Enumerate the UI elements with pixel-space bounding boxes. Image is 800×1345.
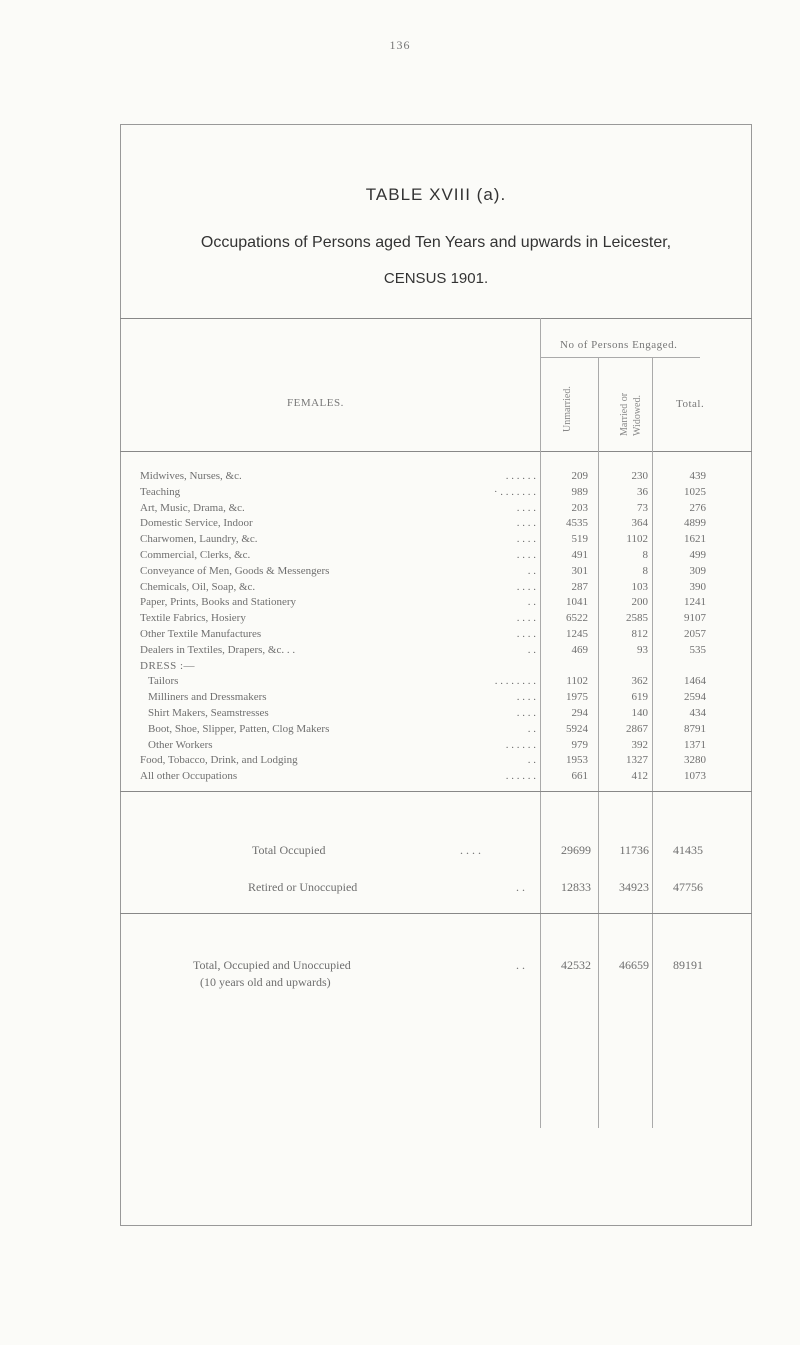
- retired-married: 34923: [619, 880, 649, 894]
- row-label: Tailors: [148, 675, 179, 688]
- row-total-value: 1241: [684, 596, 706, 609]
- retired-total: 47756: [673, 880, 703, 894]
- retired-unmarried: 12833: [561, 880, 591, 894]
- row-label: Dealers in Textiles, Drapers, &c. . .: [140, 643, 296, 656]
- row-label: Midwives, Nurses, &c.: [140, 470, 242, 482]
- row-total-value: 439: [689, 470, 706, 482]
- row-total-value: 1621: [684, 533, 706, 546]
- table-row: [140, 581, 750, 596]
- header-females-label: FEMALES.: [287, 397, 344, 409]
- row-unmarried-value: 5924: [566, 722, 588, 735]
- total-occupied-label: Total Occupied: [252, 843, 326, 857]
- row-married-value: 1102: [626, 533, 648, 546]
- header-married: Married or Widowed.: [619, 392, 643, 436]
- table-row: [140, 565, 750, 580]
- header-unmarried: Unmarried.: [562, 386, 573, 432]
- total-occupied-married: 11736: [619, 843, 649, 857]
- row-married-value: 2867: [626, 722, 648, 735]
- row-unmarried-value: 203: [571, 501, 588, 514]
- row-total-value: 276: [689, 501, 706, 514]
- row-married-value: 103: [631, 580, 648, 593]
- row-label: All other Occupations: [140, 770, 238, 783]
- row-leader-dots: . . . .: [516, 549, 536, 561]
- row-unmarried-value: 1975: [566, 691, 588, 704]
- row-label: Commercial, Clerks, &c.: [140, 549, 251, 561]
- row-married-value: 392: [631, 738, 648, 751]
- census-label: CENSUS 1901.: [383, 270, 489, 287]
- rows-bottom-rule: [120, 791, 752, 792]
- row-leader-dots: . . . . . . . .: [494, 675, 536, 688]
- row-married-value: 619: [631, 691, 648, 704]
- table-row: [140, 628, 750, 643]
- row-label: Conveyance of Men, Goods & Messengers: [140, 564, 330, 577]
- row-unmarried-value: 4535: [566, 517, 588, 530]
- row-total-value: 2057: [684, 628, 706, 640]
- row-unmarried-value: 301: [571, 564, 588, 577]
- row-unmarried-value: 294: [571, 707, 588, 719]
- row-label: Paper, Prints, Books and Stationery: [140, 596, 296, 609]
- row-leader-dots: . . . . . .: [505, 470, 536, 482]
- header-bottom-rule: [120, 451, 752, 452]
- header-top-rule: [120, 318, 752, 319]
- row-married-value: 8: [642, 564, 648, 577]
- row-label: Teaching: [140, 485, 181, 498]
- row-label: Art, Music, Drama, &c.: [140, 501, 245, 514]
- row-married-value: 412: [631, 770, 648, 783]
- table-subtitle: Occupations of Persons aged Ten Years and upwards in Leicester,: [200, 234, 672, 251]
- row-total-value: 1464: [684, 675, 706, 688]
- table-row: [140, 707, 750, 722]
- row-leader-dots: . .: [527, 754, 536, 767]
- row-married-value: 93: [637, 643, 648, 656]
- row-married-value: 364: [631, 517, 648, 530]
- row-married-value: 73: [637, 501, 648, 514]
- row-leader-dots: . . . . . .: [505, 738, 536, 751]
- row-total-value: 390: [689, 580, 706, 593]
- row-leader-dots: . . . .: [516, 517, 536, 530]
- row-total-value: 1025: [684, 485, 706, 498]
- row-total-value: 499: [689, 549, 706, 561]
- table-row: [140, 612, 750, 627]
- row-married-value: 140: [631, 707, 648, 719]
- table-row: [140, 739, 750, 754]
- table-row: [140, 517, 750, 532]
- table-row: [140, 660, 750, 675]
- row-label: DRESS :—: [140, 659, 196, 672]
- table-title: TABLE XVIII (a).: [365, 185, 507, 204]
- table-row: [140, 770, 750, 785]
- row-unmarried-value: 661: [571, 770, 588, 783]
- row-leader-dots: . . . .: [516, 612, 536, 625]
- row-leader-dots: . .: [527, 564, 536, 577]
- row-unmarried-value: 989: [571, 485, 588, 498]
- group-header-rule: [540, 357, 700, 358]
- row-label: Chemicals, Oil, Soap, &c.: [140, 580, 256, 593]
- row-label: Boot, Shoe, Slipper, Patten, Clog Makers: [148, 722, 330, 735]
- row-married-value: 36: [637, 485, 648, 498]
- row-leader-dots: . .: [527, 643, 536, 656]
- table-row: [140, 596, 750, 611]
- row-label: Other Textile Manufactures: [140, 628, 262, 640]
- row-label: Milliners and Dressmakers: [148, 691, 267, 704]
- row-label: Shirt Makers, Seamstresses: [148, 707, 269, 719]
- table-row: [140, 502, 750, 517]
- retired-label: Retired or Unoccupied: [248, 880, 358, 894]
- row-unmarried-value: 209: [571, 470, 588, 482]
- total-occupied-unmarried: 29699: [561, 843, 591, 857]
- row-label: Food, Tobacco, Drink, and Lodging: [140, 754, 298, 767]
- row-total-value: 8791: [684, 722, 706, 735]
- total-occupied-total: 41435: [673, 843, 703, 857]
- row-unmarried-value: 1102: [566, 675, 588, 688]
- row-married-value: 2585: [626, 612, 648, 625]
- row-married-value: 8: [642, 549, 648, 561]
- row-leader-dots: . . . . . .: [505, 770, 536, 783]
- row-total-value: 535: [689, 643, 706, 656]
- grand-total-unmarried: 42532: [561, 958, 591, 972]
- grand-total-total: 89191: [673, 958, 703, 972]
- row-leader-dots: . . . .: [516, 628, 536, 640]
- row-total-value: 309: [689, 564, 706, 577]
- totals-rule: [120, 913, 752, 914]
- row-leader-dots: . . . .: [516, 707, 536, 719]
- row-total-value: 3280: [684, 754, 706, 767]
- row-married-value: 230: [631, 470, 648, 482]
- total-occupied-dots: . . . .: [460, 843, 481, 857]
- table-row: [140, 675, 750, 690]
- row-total-value: 1371: [684, 738, 706, 751]
- row-married-value: 812: [631, 628, 648, 640]
- table-row: [140, 691, 750, 706]
- table-row: [140, 533, 750, 548]
- table-row: [140, 549, 750, 564]
- row-unmarried-value: 1953: [566, 754, 588, 767]
- row-leader-dots: . . . .: [516, 691, 536, 704]
- table-row: [140, 723, 750, 738]
- row-leader-dots: . .: [527, 722, 536, 735]
- row-leader-dots: . . . .: [516, 533, 536, 546]
- grand-total-label: Total, Occupied and Unoccupied: [193, 958, 351, 972]
- row-unmarried-value: 469: [571, 643, 588, 656]
- row-unmarried-value: 1245: [566, 628, 588, 640]
- grand-total-subnote: (10 years old and upwards): [200, 975, 331, 989]
- grand-total-dots: . .: [516, 958, 525, 972]
- table-row: [140, 470, 750, 485]
- row-unmarried-value: 491: [571, 549, 588, 561]
- row-unmarried-value: 6522: [566, 612, 588, 625]
- table-row: [140, 486, 750, 501]
- table-row: [140, 644, 750, 659]
- header-total: Total.: [676, 398, 705, 410]
- row-unmarried-value: 287: [571, 580, 588, 593]
- row-leader-dots: . . . .: [516, 501, 536, 514]
- row-unmarried-value: 519: [571, 533, 588, 546]
- row-total-value: 1073: [684, 770, 706, 783]
- table-row: [140, 754, 750, 769]
- row-unmarried-value: 979: [571, 738, 588, 751]
- row-total-value: 9107: [684, 612, 706, 625]
- row-label: Other Workers: [148, 738, 213, 751]
- row-leader-dots: . .: [527, 596, 536, 609]
- retired-dots: . .: [516, 880, 525, 894]
- row-total-value: 2594: [684, 691, 706, 704]
- row-total-value: 4899: [684, 517, 706, 530]
- row-unmarried-value: 1041: [566, 596, 588, 609]
- row-married-value: 362: [631, 675, 648, 688]
- grand-total-married: 46659: [619, 958, 649, 972]
- row-married-value: 200: [631, 596, 648, 609]
- row-total-value: 434: [689, 707, 706, 719]
- row-label: Textile Fabrics, Hosiery: [140, 612, 246, 625]
- row-leader-dots: · . . . . . . .: [493, 485, 536, 498]
- header-group-label: No of Persons Engaged.: [560, 339, 678, 351]
- page-number: 136: [389, 38, 411, 52]
- row-label: Charwomen, Laundry, &c.: [140, 533, 258, 546]
- row-married-value: 1327: [626, 754, 648, 767]
- row-leader-dots: . . . .: [516, 580, 536, 593]
- row-label: Domestic Service, Indoor: [140, 517, 253, 530]
